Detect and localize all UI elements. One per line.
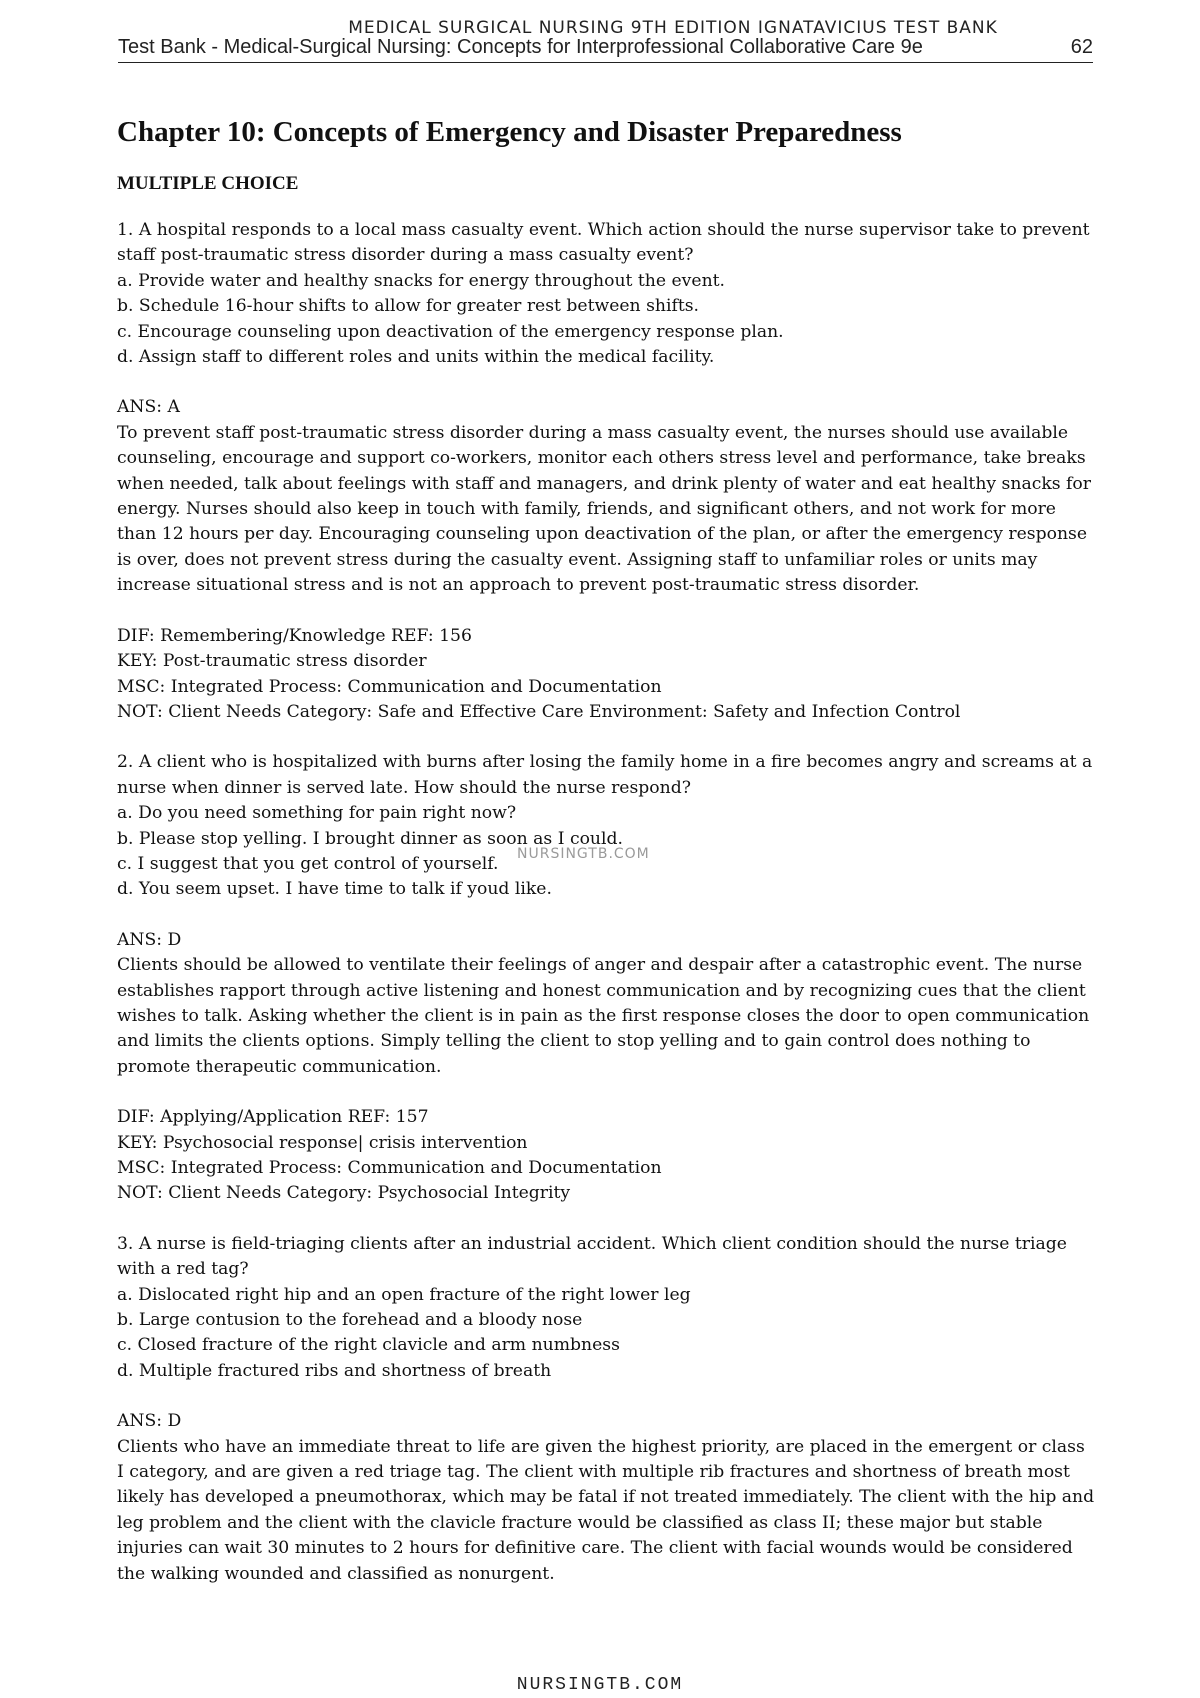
page-footer: NURSINGTB.COM (516, 1675, 684, 1695)
msc: MSC: Integrated Process: Communication and Documentation (117, 1158, 662, 1178)
answer-option: c. Closed fracture of the right clavicle and arm numbness (117, 1335, 620, 1356)
section-heading: MULTIPLE CHOICE (117, 173, 299, 194)
answer-key: ANS: D (117, 929, 182, 950)
question-stem: 1. A hospital responds to a local mass casualty event. Which action should the nurse supervisor take to prevent staff post-traumatic stress disorder during a mass casualty event? (117, 220, 1090, 266)
answer-block (117, 1409, 1097, 1587)
difficulty: DIF: Applying/Application REF: 157 (117, 1107, 429, 1128)
client-needs: NOT: Client Needs Category: Psychosocial Integrity (117, 1183, 571, 1204)
page-number: 62 (1070, 36, 1093, 58)
answer-option: d. You seem upset. I have time to talk if youd like. (117, 879, 552, 900)
page-header (118, 16, 1093, 58)
question-metadata (117, 1105, 1097, 1207)
keyword: KEY: Post-traumatic stress disorder (117, 651, 427, 672)
question-stem: 3. A nurse is field-triaging clients after an industrial accident. Which client condition should the nurse triage with a red tag? (117, 1233, 1067, 1280)
running-header (118, 36, 1093, 63)
question-body (117, 1232, 1097, 1384)
answer-option: d. Assign staff to different roles and units within the medical facility. (117, 347, 715, 368)
answer-block (117, 928, 1097, 1080)
question-body (117, 218, 1097, 370)
question-3 (117, 1232, 1097, 1587)
header-overlay-title: MEDICAL SURGICAL NURSING 9TH EDITION IGNATAVICIUS TEST BANK (348, 18, 998, 38)
answer-key: ANS: D (117, 1411, 182, 1432)
question-body (117, 750, 1097, 902)
difficulty: DIF: Remembering/Knowledge REF: 156 (117, 625, 472, 646)
question-stem: 2. A client who is hospitalized with burns after losing the family home in a fire becomes angry and screams at a nurse when dinner is served late. How should the nurse respond? (117, 752, 1093, 798)
answer-option: c. I suggest that you get control of yourself. (117, 853, 499, 874)
answer-block (117, 395, 1097, 598)
rationale: Clients should be allowed to ventilate their feelings of anger and despair after a catastrophic event. The nurse establishes rapport through active listening and honest communication and by recognizing cues that the client wishes to talk. Asking whether the client is in pain as the first response closes the door to open communication and limits the clients options. Simply telling the client to stop yelling and to gain control does nothing to promote therapeutic communication. (117, 955, 1090, 1077)
answer-option: a. Provide water and healthy snacks for energy throughout the event. (117, 270, 726, 291)
question-2 (117, 750, 1097, 1207)
running-title: Test Bank - Medical-Surgical Nursing: Concepts for Interprofessional Collaborative Care 9e (118, 36, 923, 58)
main-content (117, 114, 1097, 1612)
rationale: Clients who have an immediate threat to life are given the highest priority, are placed in the emergent or class I category, and are given a red triage tag. The client with multiple rib fractures and shortness of breath most likely has developed a pneumothorax, which may be fatal if not treated immediately. The client with the hip and leg problem and the client with the clavicle fracture would be classified as class II; these major but stable injuries can wait 30 minutes to 2 hours for definitive care. The client with facial wounds would be considered the walking wounded and classified as nonurgent. (117, 1436, 1095, 1584)
answer-option: b. Schedule 16-hour shifts to allow for greater rest between shifts. (117, 296, 700, 317)
rationale: To prevent staff post-traumatic stress disorder during a mass casualty event, the nurses should use available counseling, encourage and support co-workers, monitor each others stress level and performance, take breaks when needed, talk about feelings with staff and managers, and drink plenty of water and eat healthy snacks for energy. Nurses should also keep in touch with family, friends, and significant others, and not work for more than 12 hours per day. Encouraging counseling upon deactivation of the plan, or after the emergency response is over, does not prevent stress during the casualty event. Assigning staff to unfamiliar roles or units may increase situational stress and is not an approach to prevent post-traumatic stress disorder. (117, 422, 1091, 596)
msc: MSC: Integrated Process: Communication and Documentation (117, 676, 662, 697)
watermark: NURSINGTB.COM (517, 846, 650, 862)
client-needs: NOT: Client Needs Category: Safe and Effective Care Environment: Safety and Infection Control (117, 701, 961, 722)
keyword: KEY: Psychosocial response| crisis intervention (117, 1132, 528, 1153)
answer-option: c. Encourage counseling upon deactivation of the emergency response plan. (117, 321, 784, 342)
answer-option: d. Multiple fractured ribs and shortness of breath (117, 1360, 552, 1381)
question-metadata (117, 624, 1097, 726)
answer-option: a. Dislocated right hip and an open fracture of the right lower leg (117, 1284, 691, 1305)
answer-option: b. Please stop yelling. I brought dinner as soon as I could. (117, 828, 623, 849)
answer-option: b. Large contusion to the forehead and a bloody nose (117, 1310, 583, 1331)
answer-option: a. Do you need something for pain right now? (117, 803, 517, 824)
question-1 (117, 218, 1097, 725)
answer-key: ANS: A (117, 397, 180, 418)
chapter-title: Chapter 10: Concepts of Emergency and Disaster Preparedness (117, 116, 902, 148)
